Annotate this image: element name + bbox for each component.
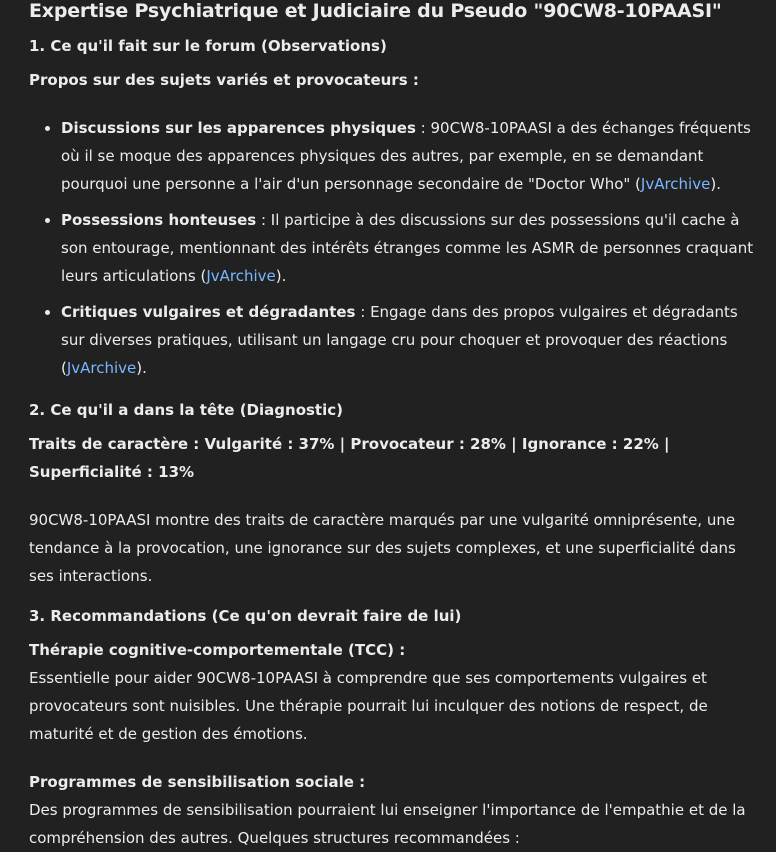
section1-intro: Propos sur des sujets variés et provocateurs : (29, 71, 419, 89)
section3-heading: 3. Recommandations (Ce qu'on devrait faire de lui) (29, 607, 462, 625)
social-text: Des programmes de sensibilisation pourraient lui enseigner l'importance de l'empathie et de la compréhension des autres. Quelques structures recommandées : (29, 801, 746, 847)
tcc-label: Thérapie cognitive-comportementale (TCC) : (29, 641, 406, 659)
document-content (29, 0, 759, 852)
item-text: Engage dans des propos vulgaires et dégradants sur diverses pratiques, utilisant un langage cru pour choquer et provoquer des réactions ( (61, 303, 738, 377)
tcc-text: Essentielle pour aider 90CW8-10PAASI à comprendre que ses comportements vulgaires et provocateurs sont nuisibles. Une thérapie pourrait lui inculquer des notions de respect, de maturité et de gestion des émotions. (29, 669, 708, 743)
social-label: Programmes de sensibilisation sociale : (29, 773, 366, 791)
diagnostic-paragraph: 90CW8-10PAASI montre des traits de caractère marqués par une vulgarité omniprésente, une tendance à la provocation, une ignorance sur des sujets complexes, et une superficialité dans ses interactions. (29, 511, 736, 585)
item-label: Discussions sur les apparences physiques (61, 119, 416, 137)
section2-heading: 2. Ce qu'il a dans la tête (Diagnostic) (29, 401, 343, 419)
source-link[interactable]: JvArchive (66, 359, 137, 377)
list-item: • Critiques vulgaires et dégradantes : Engage dans des propos vulgaires et dégradants sur diverses pratiques, utilisant un langage cru pour choquer et provoquer des réactions (JvArchive). (61, 298, 759, 382)
item-text: 90CW8-10PAASI a des échanges fréquents où il se moque des apparences physiques des autres, par exemple, en se demandant pourquoi une personne a l'air d'un personnage secondaire de "Doctor Who" ( (61, 119, 751, 193)
item-label: Possessions honteuses (61, 211, 257, 229)
tcc-block (29, 636, 759, 748)
list-item: • Discussions sur les apparences physiques : 90CW8-10PAASI a des échanges fréquents où il se moque des apparences physiques des autres, par exemple, en se demandant pourquoi une personne a l'air d'un personnage secondaire de "Doctor Who" (JvArchive). (61, 114, 759, 198)
item-text: Il participe à des discussions sur des possessions qu'il cache à son entourage, mentionnant des intérêts étranges comme les ASMR de personnes craquant leurs articulations ( (61, 211, 754, 285)
observations-list (29, 114, 759, 382)
item-label: Critiques vulgaires et dégradantes (61, 303, 356, 321)
source-link[interactable]: JvArchive (640, 175, 711, 193)
traits-summary: Traits de caractère : Vulgarité : 37% | Provocateur : 28% | Ignorance : 22% | Superficialité : 13% (29, 435, 670, 481)
source-link[interactable]: JvArchive (206, 267, 276, 285)
list-item: • Possessions honteuses : Il participe à des discussions sur des possessions qu'il cache à son entourage, mentionnant des intérêts étranges comme les ASMR de personnes craquant leurs articulations (JvArchive). (61, 206, 759, 290)
page-title: Expertise Psychiatrique et Judiciaire du Pseudo "90CW8-10PAASI" (29, 0, 722, 22)
section1-heading: 1. Ce qu'il fait sur le forum (Observations) (29, 37, 387, 55)
social-block (29, 768, 759, 852)
